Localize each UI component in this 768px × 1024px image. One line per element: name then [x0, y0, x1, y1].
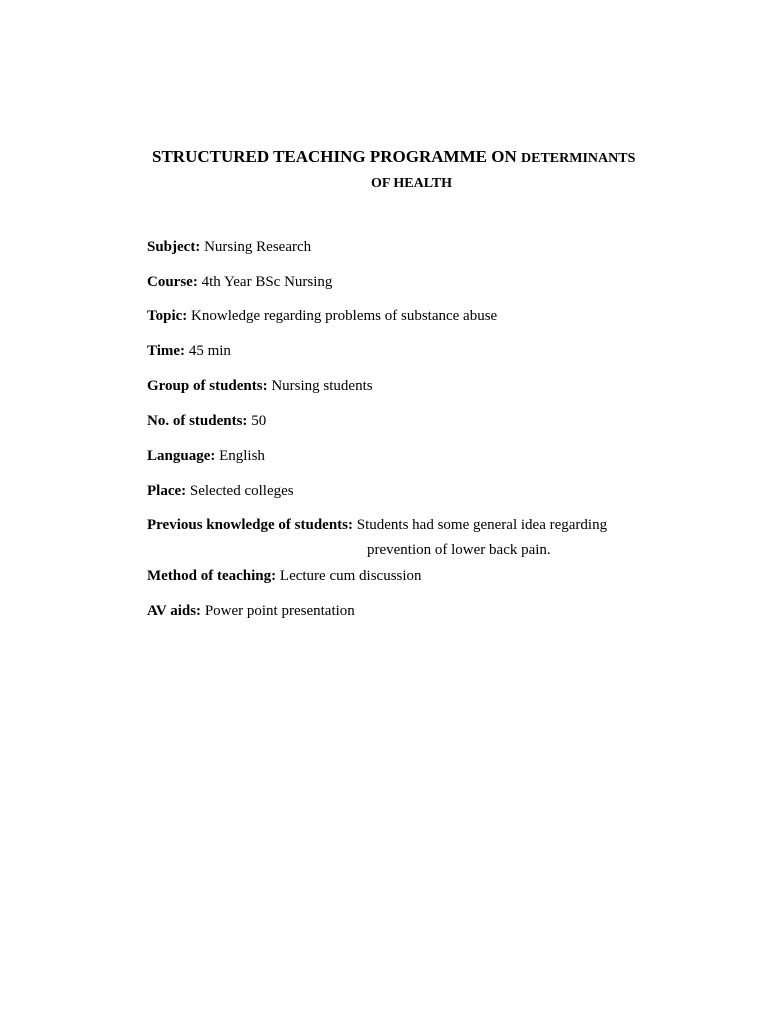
- field-label: Previous knowledge of students:: [147, 517, 353, 533]
- field-label: Group of students:: [147, 378, 268, 394]
- field-value-continuation: prevention of lower back pain.: [367, 542, 551, 558]
- field-value: English: [219, 448, 265, 464]
- field-topic: [147, 306, 497, 326]
- field-value: Power point presentation: [204, 603, 355, 619]
- field-label: Place:: [147, 483, 187, 499]
- field-previous-knowledge: [147, 515, 608, 558]
- field-place: [147, 481, 294, 501]
- field-label: No. of students:: [147, 413, 248, 429]
- field-label: Language:: [147, 448, 216, 464]
- field-value: 4th Year BSc Nursing: [201, 274, 333, 290]
- field-av-aids: [147, 601, 355, 621]
- field-time: [147, 341, 231, 361]
- field-group-of-students: [147, 376, 373, 396]
- title-main-text: STRUCTURED TEACHING PROGRAMME ON: [152, 147, 521, 166]
- title-smallcaps-text: DETERMINANTS: [521, 151, 636, 166]
- field-subject: [147, 237, 311, 257]
- field-language: [147, 446, 265, 466]
- field-label: Course:: [147, 274, 198, 290]
- field-value: 50: [251, 413, 267, 429]
- field-label: AV aids:: [147, 603, 202, 619]
- field-label: Time:: [147, 343, 186, 359]
- field-value: Nursing Research: [204, 239, 312, 255]
- field-value: Nursing students: [271, 378, 373, 394]
- field-method-of-teaching: [147, 566, 422, 586]
- field-label: Method of teaching:: [147, 568, 277, 584]
- field-value: Knowledge regarding problems of substance abuse: [191, 308, 498, 324]
- field-label: Subject:: [147, 239, 201, 255]
- field-label: Topic:: [147, 308, 188, 324]
- field-course: [147, 272, 332, 292]
- title-line-2: OF HEALTH: [370, 176, 453, 191]
- field-value: Lecture cum discussion: [279, 568, 422, 584]
- field-value: 45 min: [188, 343, 231, 359]
- field-value: Students had some general idea regarding: [356, 517, 608, 533]
- field-number-of-students: [147, 411, 266, 431]
- title-line-1: [152, 146, 635, 170]
- field-value: Selected colleges: [189, 483, 294, 499]
